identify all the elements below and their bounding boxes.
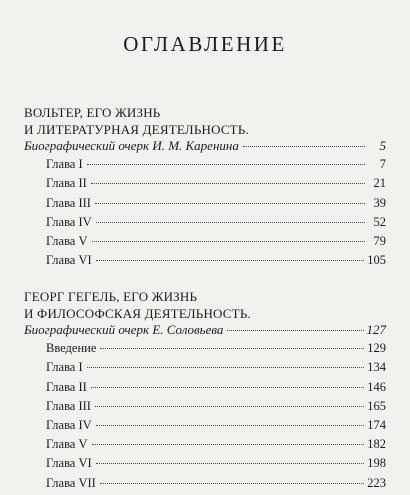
page-number: 146 xyxy=(367,379,386,394)
page-number: 174 xyxy=(367,417,386,432)
toc-subtitle-entry xyxy=(24,322,386,341)
entry-label: Глава II xyxy=(46,379,87,394)
dot-leader xyxy=(96,260,365,261)
dot-leader xyxy=(96,425,365,426)
section-heading-line: ВОЛЬТЕР, ЕГО ЖИЗНЬ xyxy=(24,105,161,120)
page-number: 127 xyxy=(366,322,386,337)
entry-label: Глава I xyxy=(46,360,83,375)
section-heading-line: ГЕОРГ ГЕГЕЛЬ, ЕГО ЖИЗНЬ xyxy=(24,289,198,304)
toc-entry xyxy=(24,176,386,195)
toc-entry xyxy=(24,418,386,437)
dot-leader xyxy=(92,444,365,445)
entry-label: Биографический очерк И. М. Каренина xyxy=(24,138,239,153)
toc-entry xyxy=(24,215,386,234)
entry-label: Глава IV xyxy=(46,214,92,229)
dot-leader xyxy=(91,387,364,388)
toc-entry xyxy=(24,253,386,272)
toc-entry xyxy=(24,360,386,379)
dot-leader xyxy=(91,183,365,184)
dot-leader xyxy=(87,367,365,368)
toc-entry xyxy=(24,437,386,456)
toc-entry xyxy=(24,456,386,475)
toc-entry xyxy=(24,341,386,360)
entry-label: Введение xyxy=(46,341,97,356)
page-number: 21 xyxy=(373,176,386,191)
section-heading xyxy=(24,104,386,138)
page-number: 182 xyxy=(367,437,386,452)
page-number: 79 xyxy=(373,233,386,248)
toc-entry xyxy=(24,196,386,215)
section-heading xyxy=(24,288,386,322)
toc-section-hegel xyxy=(24,288,386,495)
page-number: 105 xyxy=(367,253,386,268)
dot-leader xyxy=(227,330,363,331)
entry-label: Глава I xyxy=(46,157,83,172)
page-title: ОГЛАВЛЕНИЕ xyxy=(123,32,287,56)
toc-entry xyxy=(24,399,386,418)
entry-label: Глава VII xyxy=(46,475,96,490)
dot-leader xyxy=(95,406,364,407)
dot-leader xyxy=(96,463,365,464)
page-number: 39 xyxy=(373,195,386,210)
page-number: 198 xyxy=(367,456,386,471)
dot-leader xyxy=(100,483,364,484)
dot-leader xyxy=(87,164,365,165)
page-number: 7 xyxy=(379,157,386,172)
entry-label: Глава V xyxy=(46,437,88,452)
toc-subtitle-entry xyxy=(24,138,386,157)
toc-entry xyxy=(24,157,386,176)
dot-leader xyxy=(92,241,365,242)
section-heading-line: И ЛИТЕРАТУРНАЯ ДЕЯТЕЛЬНОСТЬ. xyxy=(24,122,249,137)
toc-entry xyxy=(24,380,386,399)
dot-leader xyxy=(95,203,365,204)
page-number: 223 xyxy=(367,475,386,490)
page-number: 129 xyxy=(367,341,386,356)
dot-leader xyxy=(96,222,365,223)
entry-label: Глава VI xyxy=(46,253,92,268)
entry-label: Глава III xyxy=(46,195,91,210)
entry-label: Глава VI xyxy=(46,456,92,471)
page-number: 52 xyxy=(373,214,386,229)
page-number: 5 xyxy=(379,138,386,153)
dot-leader xyxy=(100,348,364,349)
entry-label: Глава V xyxy=(46,233,88,248)
entry-label: Биографический очерк Е. Соловьева xyxy=(24,322,224,337)
page-number: 165 xyxy=(367,398,386,413)
toc-entry xyxy=(24,234,386,253)
dot-leader xyxy=(243,146,365,147)
entry-label: Глава II xyxy=(46,176,87,191)
entry-label: Глава III xyxy=(46,398,91,413)
section-heading-line: И ФИЛОСОФСКАЯ ДЕЯТЕЛЬНОСТЬ. xyxy=(24,306,251,321)
toc-section-voltaire xyxy=(24,104,386,272)
entry-label: Глава IV xyxy=(46,417,92,432)
page-number: 134 xyxy=(367,360,386,375)
toc-entry xyxy=(24,476,386,495)
